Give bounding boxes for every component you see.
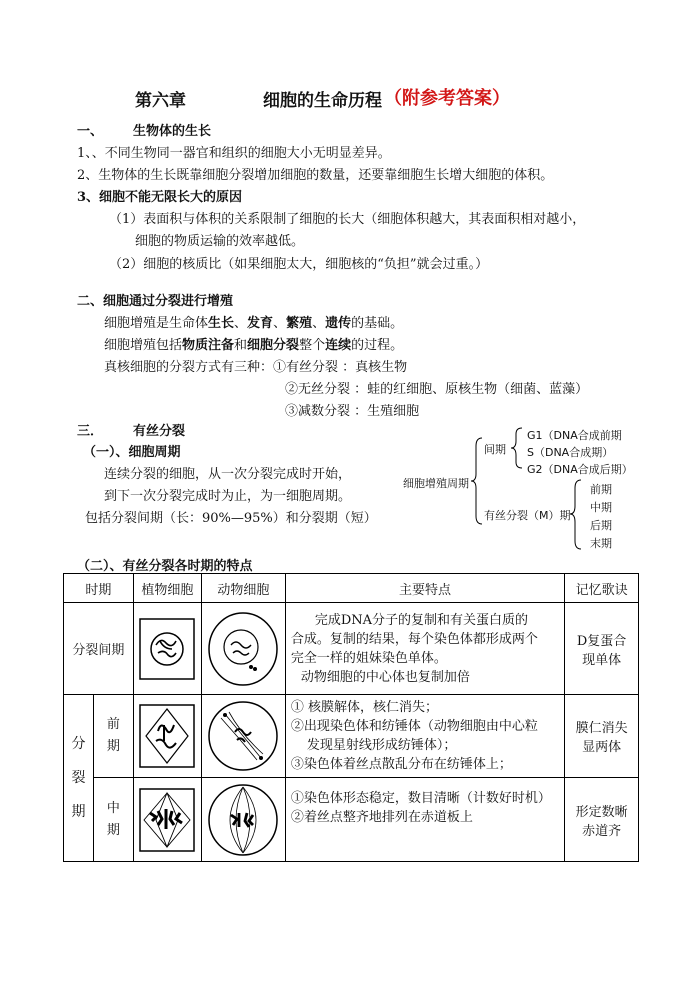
diagram-mitosis: 有丝分裂（M）期: [484, 509, 571, 522]
interphase-plant-cell: [133, 603, 201, 695]
animal-cell-metaphase-image: [203, 781, 283, 859]
metaphase-plant-cell: [133, 778, 201, 862]
prophase-features: [285, 695, 564, 778]
division-char-2: 裂: [71, 770, 86, 786]
section1-point3: 3、细胞不能无限长大的原因: [77, 190, 243, 205]
table-header-row: [64, 574, 639, 603]
prophase-feature-4: ③染色体着丝点散乱分布在纺锤体上；: [290, 757, 512, 772]
diagram-interphase: 间期: [484, 443, 506, 456]
prophase-rhyme-line1: 膜仁消失: [575, 721, 628, 736]
interphase-rhyme-line2: 现单体: [582, 652, 622, 668]
section2-line1: 细胞增殖是生命体生长、发育、繁殖、遗传的基础。: [104, 316, 404, 331]
metaphase-label: 中 期: [93, 778, 133, 862]
metaphase-animal-cell: [201, 778, 285, 862]
chapter-title: 细胞的生命历程: [263, 91, 382, 111]
division-type-meiosis: ③减数分裂 ：生殖细胞: [285, 404, 420, 419]
table-row: [64, 695, 639, 778]
division-phase-label: [64, 695, 94, 862]
interphase-rhyme-line1: D复蛋合: [576, 633, 627, 649]
header-features: 主要特点: [285, 574, 564, 603]
animal-cell-interphase-image: [203, 607, 283, 691]
interphase-feature-2: 合成。复制的结果，每个染色体都形成两个: [290, 631, 538, 647]
reason1-line2: 细胞的物质运输的效率越低。: [135, 234, 305, 249]
section3-heading: 有丝分裂: [133, 424, 186, 439]
plant-cell-interphase-image: [136, 613, 198, 685]
diagram-prophase: 前期: [590, 483, 612, 496]
cell-cycle-def3: 包括分裂间期（长：90%—95%）和分裂期（短）: [85, 511, 377, 526]
division-char-3: 期: [71, 804, 86, 820]
cell-cycle-def2: 到下一次分裂完成时为止，为一细胞周期。: [104, 489, 352, 504]
interphase-feature-1: 完成DNA分子的复制和有关蛋白质的: [314, 612, 529, 628]
reason1-line1: （1）表面积与体积的关系限制了细胞的长大（细胞体积越大，其表面积相对越小，: [109, 212, 586, 227]
diagram-anaphase: 后期: [590, 519, 612, 532]
table-row: [64, 778, 639, 862]
prophase-plant-cell: [133, 695, 201, 778]
answer-note: （附参考答案）: [384, 88, 510, 109]
interphase-features: [285, 603, 564, 695]
prophase-feature-2: ②出现染色体和纺锤体（动物细胞由中心粒: [290, 719, 538, 734]
metaphase-features: [285, 778, 564, 862]
header-animal-cell: 动物细胞: [201, 574, 285, 603]
plant-cell-metaphase-image: [136, 783, 198, 857]
interphase-rhyme: [565, 603, 639, 695]
cell-cycle-def1: 连续分裂的细胞，从一次分裂完成时开始，: [104, 467, 352, 482]
prophase-rhyme-line2: 显两体: [582, 740, 622, 755]
header-period: 时期: [64, 574, 134, 603]
diagram-g2: G2（DNA合成后期）: [527, 463, 633, 476]
section1-number: 一、: [77, 124, 104, 139]
phase-features-subheading: （二）、有丝分裂各时期的特点: [77, 559, 253, 574]
plant-cell-prophase-image: [136, 699, 198, 773]
metaphase-feature-1: ①染色体形态稳定，数目清晰（计数好时机）: [290, 790, 551, 806]
interphase-feature-3: 完全一样的姐妹染色单体。: [290, 650, 447, 666]
header-plant-cell: 植物细胞: [133, 574, 201, 603]
section1-heading: 生物体的生长: [133, 124, 212, 139]
prophase-label: 前 期: [93, 695, 133, 778]
interphase-label: 分裂间期: [64, 603, 134, 695]
prophase-rhyme: [565, 695, 639, 778]
division-type-mitosis: 真核细胞的分裂方式有三种：①有丝分裂 ：真核生物: [104, 360, 408, 375]
reason2: （2）细胞的核质比（如果细胞太大，细胞核的“负担”就会过重。）: [109, 257, 489, 272]
animal-cell-prophase-image: [203, 698, 283, 774]
prophase-animal-cell: [201, 695, 285, 778]
prophase-feature-3: 发现星射线形成纺锤体）；: [306, 738, 457, 753]
interphase-animal-cell: [201, 603, 285, 695]
division-type-amitosis: ②无丝分裂 ：蛙的红细胞、原核生物（细菌、蓝藻）: [285, 382, 589, 397]
metaphase-feature-2: ②着丝点整齐地排列在赤道板上: [290, 809, 473, 825]
metaphase-rhyme-line1: 形定数晰: [575, 804, 628, 820]
mitosis-table: [63, 573, 639, 862]
section1-point2: 2、生物体的生长既靠细胞分裂增加细胞的数量，还要靠细胞生长增大细胞的体积。: [77, 168, 554, 183]
table-row: [64, 603, 639, 695]
chapter-label: 第六章: [135, 91, 186, 111]
diagram-telophase: 末期: [590, 537, 612, 550]
section3-number: 三．: [77, 424, 104, 439]
metaphase-rhyme: [565, 778, 639, 862]
interphase-feature-4: 动物细胞的中心体也复制加倍: [300, 669, 470, 685]
prophase-feature-1: ① 核膜解体，核仁消失；: [290, 700, 438, 715]
diagram-metaphase: 中期: [590, 501, 612, 514]
section2-line2: 细胞增殖包括物质注备和细胞分裂整个连续的过程。: [104, 338, 404, 353]
diagram-s: S（DNA合成期）: [527, 446, 614, 459]
cell-cycle-subheading: （一）、细胞周期: [83, 445, 181, 460]
header-rhyme: 记忆歌诀: [565, 574, 639, 603]
diagram-g1: G1（DNA合成前期: [527, 429, 622, 442]
section1-point1: 1、、不同生物同一器官和组织的细胞大小无明显差异。: [77, 146, 391, 161]
metaphase-rhyme-line2: 赤道齐: [582, 823, 622, 839]
section2-heading: 二、细胞通过分裂进行增殖: [77, 294, 234, 309]
diagram-root: 细胞增殖周期: [403, 477, 469, 490]
division-char-1: 分: [71, 736, 86, 752]
